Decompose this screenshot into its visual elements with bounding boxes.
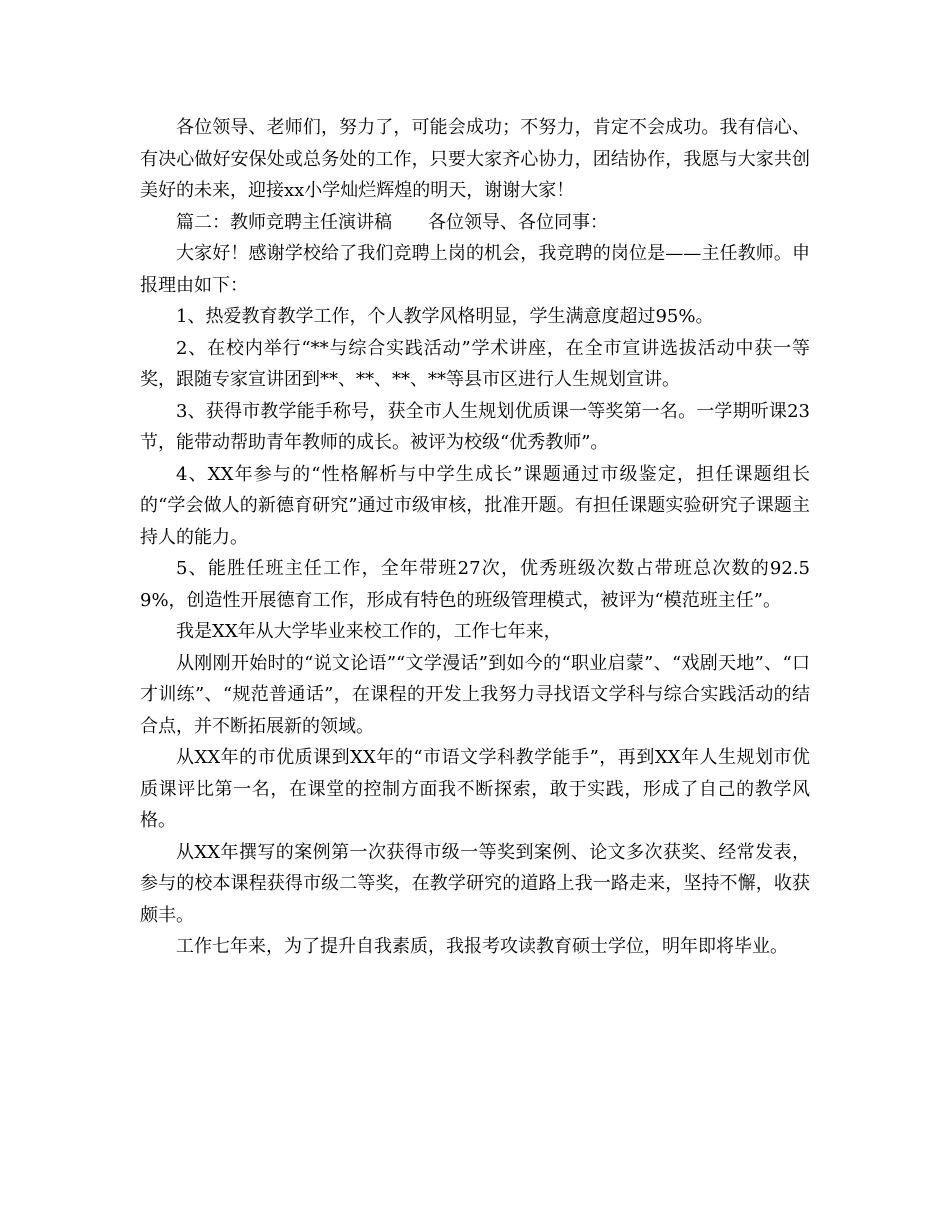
paragraph: 5、能胜任班主任工作，全年带班27次，优秀班级次数占带班总次数的92.59%，创造性开展德育工作，形成有特色的班级管理模式，被评为“模范班主任”。 <box>140 558 810 611</box>
paragraph: 2、在校内举行“**与综合实践活动”学术讲座，在全市宣讲选拔活动中获一等奖，跟随专家宣讲团到**、**、**、**等县市区进行人生规划宣讲。 <box>140 337 810 390</box>
paragraph: 大家好！感谢学校给了我们竞聘上岗的机会，我竞聘的岗位是——主任教师。申报理由如下： <box>140 243 810 296</box>
paragraph: 我是XX年从大学毕业来校工作的，工作七年来， <box>176 621 562 642</box>
paragraph: 1、热爱教育教学工作，个人教学风格明显，学生满意度超过95%。 <box>176 306 714 327</box>
document-body <box>140 112 810 963</box>
paragraph: 4、XX年参与的“性格解析与中学生成长”课题通过市级鉴定，担任课题组长的“学会做人的新德育研究”通过市级审核，批准开题。有担任课题实验研究子课题主持人的能力。 <box>140 463 810 548</box>
paragraph: 工作七年来，为了提升自我素质，我报考攻读教育硕士学位，明年即将毕业。 <box>176 936 788 957</box>
paragraph: 从XX年的市优质课到XX年的“市语文学科教学能手”，再到XX年人生规划市优质课评比第一名，在课堂的控制方面我不断探索，敢于实践，形成了自己的教学风格。 <box>140 747 810 831</box>
section-heading: 篇二：教师竞聘主任演讲稿 各位领导、各位同事： <box>176 211 608 233</box>
paragraph: 从刚刚开始时的“说文论语”“文学漫话”到如今的“职业启蒙”、“戏剧天地”、“口才训练”、“规范普通话”，在课程的开发上我努力寻找语文学科与综合实践活动的结合点，并不断拓展新的领域。 <box>140 652 810 737</box>
paragraph: 3、获得市教学能手称号，获全市人生规划优质课一等奖第一名。一学期听课23节，能带动帮助青年教师的成长。被评为校级“优秀教师”。 <box>140 400 810 453</box>
paragraph: 从XX年撰写的案例第一次获得市级一等奖到案例、论文多次获奖、经常发表，参与的校本课程获得市级二等奖，在教学研究的道路上我一路走来，坚持不懈，收获颇丰。 <box>140 841 810 926</box>
paragraph: 各位领导、老师们，努力了，可能会成功；不努力，肯定不会成功。我有信心、有决心做好安保处或总务处的工作，只要大家齐心协力，团结协作，我愿与大家共创美好的未来，迎接xx小学灿烂辉煌的明天，谢谢大家！ <box>140 117 810 201</box>
